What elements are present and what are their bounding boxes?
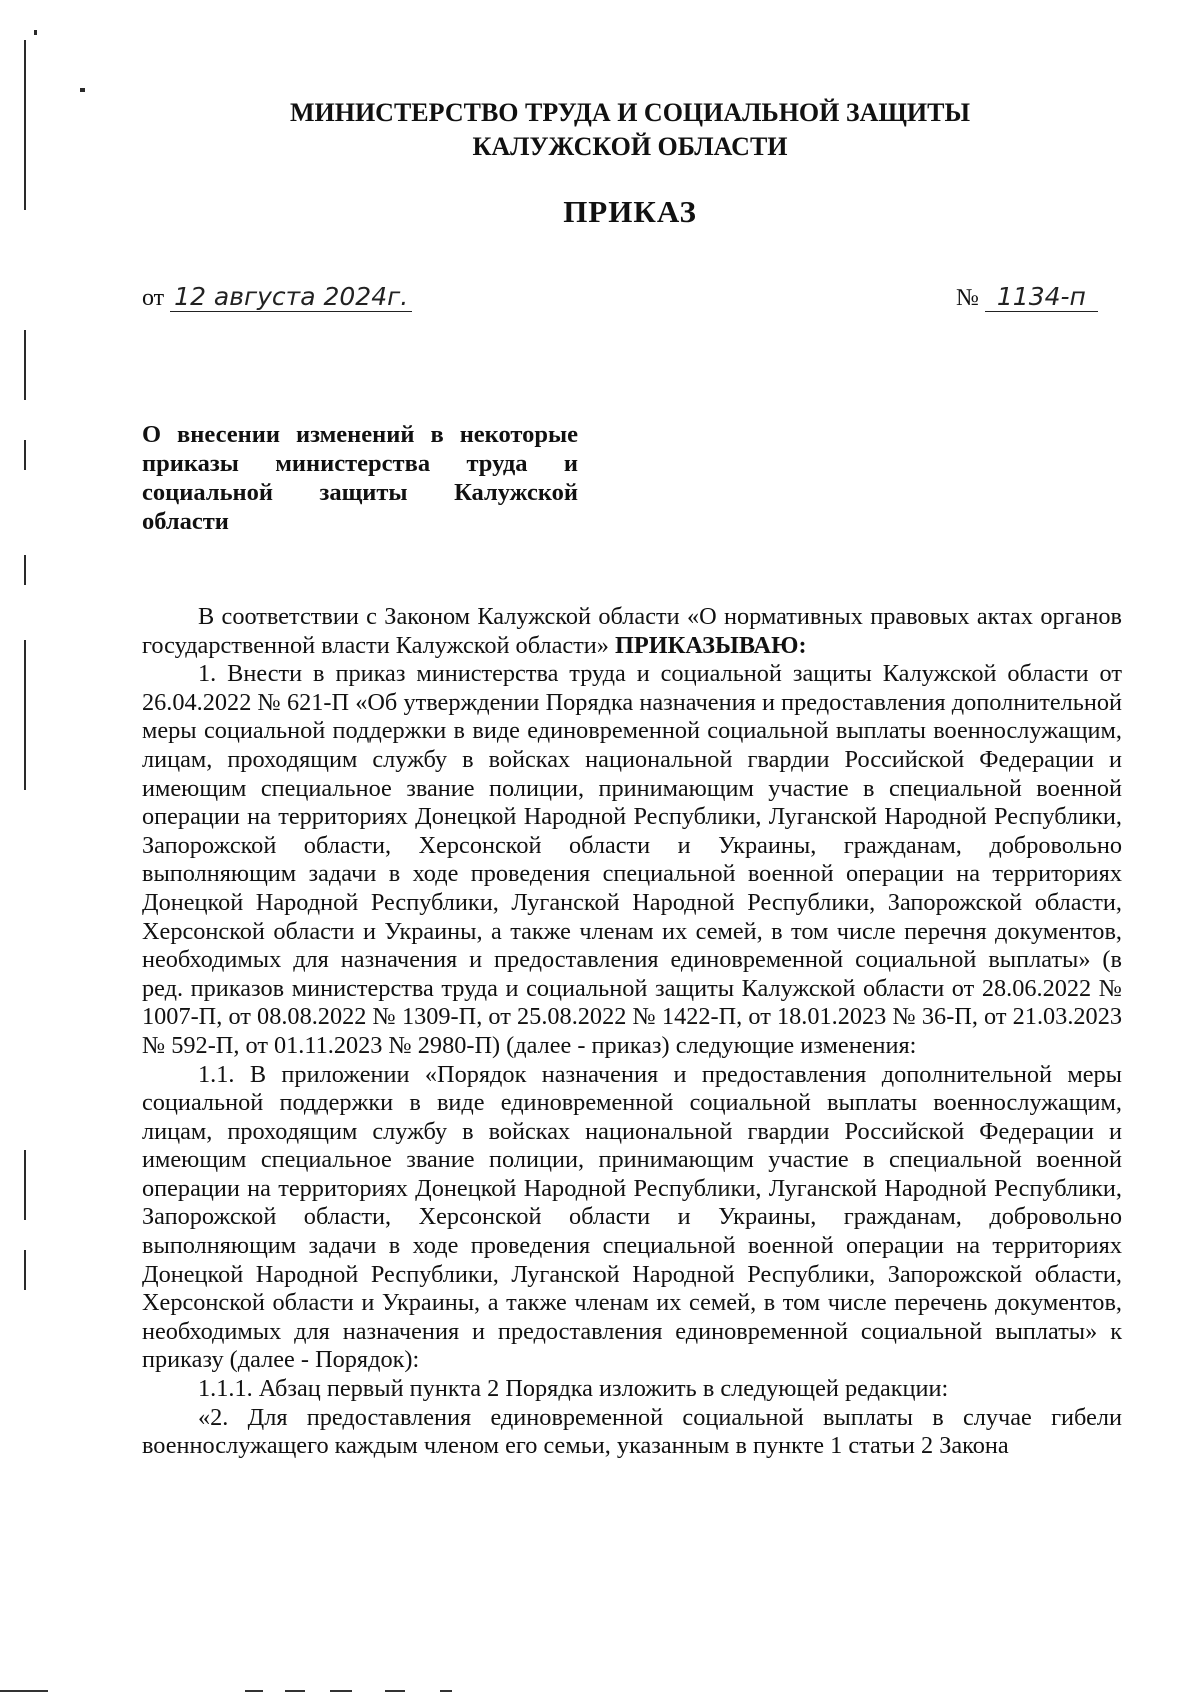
intro-text: В соответствии с Законом Калужской области «О нормативных правовых актах органов государственной власти Калужской области»	[142, 603, 1122, 659]
order-body	[142, 603, 1122, 1461]
scan-margin-line	[24, 1150, 26, 1220]
ministry-name-line1: МИНИСТЕРСТВО ТРУДА И СОЦИАЛЬНОЙ ЗАЩИТЫ	[289, 98, 971, 127]
scan-footer-dash	[285, 1690, 305, 1692]
document-date	[142, 282, 412, 312]
paragraph-1-1-1: 1.1.1. Абзац первый пункта 2 Порядка изложить в следующей редакции:	[198, 1375, 949, 1403]
scan-footer-dash	[330, 1690, 352, 1692]
date-prefix: от	[142, 285, 165, 311]
scan-footer-dash	[385, 1690, 405, 1692]
quoted-paragraph: «2. Для предоставления единовременной социальной выплаты в случае гибели военнослужащего каждым членом его семьи, указанным в пункте 1 статьи 2 Закона	[142, 1403, 1122, 1460]
paragraph-1: 1. Внести в приказ министерства труда и социальной защиты Калужской области от 26.04.2022 № 621-П «Об утверждении Порядка назначения и предоставления дополнительной меры социальной поддержки в виде единовременной социальной выплаты военнослужащим, лицам, проходящим службу в войсках национальной гвардии Российской Федерации и имеющим специальное звание полиции, принимающим участие в специальной военной операции на территориях Донецкой Народной Республики, Луганской Народной Республики, Запорожской области, Херсонской области и Украины, гражданам, добровольно выполняющим задачи в ходе проведения специальной военной операции на территориях Донецкой Народной Республики, Луганской Народной Республики, Запорожской области, Херсонской области и Украины, а также членам их семей, в том числе перечня документов, необходимых для назначения и предоставления единовременной социальной выплаты» (в ред. приказов министерства труда и социальной защиты Калужской области от 28.06.2022 № 1007-П, от 08.08.2022 № 1309-П, от 25.08.2022 № 1422-П, от 18.01.2023 № 36-П, от 21.03.2023 № 592-П, от 01.11.2023 № 2980-П) (далее - приказ) следующие изменения:	[142, 660, 1122, 1059]
intro-paragraph	[142, 603, 1122, 660]
scan-mark	[80, 88, 85, 92]
scan-margin-line	[24, 555, 26, 585]
scan-mark	[34, 30, 37, 35]
scan-margin-line	[24, 1250, 26, 1290]
paragraph-1-1: 1.1. В приложении «Порядок назначения и предоставления дополнительной меры социальной поддержки в виде единовременной социальной выплаты военнослужащим, лицам, проходящим службу в войсках национальной гвардии Российской Федерации и имеющим специальное звание полиции, принимающим участие в специальной военной операции на территориях Донецкой Народной Республики, Луганской Народной Республики, Запорожской области, Херсонской области и Украины, гражданам, добровольно выполняющим задачи в ходе проведения специальной военной операции на территориях Донецкой Народной Республики, Луганской Народной Республики, Запорожской области, Херсонской области и Украины, а также членам их семей, в том числе перечень документов, необходимых для назначения и предоставления единовременной социальной выплаты» к приказу (далее - Порядок):	[142, 1060, 1122, 1374]
handwritten-number: 1134-п	[985, 282, 1098, 312]
ministry-name-line2: КАЛУЖСКОЙ ОБЛАСТИ	[472, 132, 788, 161]
scan-margin-line	[24, 640, 26, 790]
ministry-header	[0, 96, 1200, 164]
document-type-title: ПРИКАЗ	[563, 194, 697, 229]
order-subject: О внесении изменений в некоторые приказы министерства труда и социальной защиты Калужской области	[142, 421, 578, 535]
document-number	[956, 282, 1098, 312]
number-prefix: №	[956, 285, 979, 311]
scan-footer-dash	[0, 1690, 48, 1692]
scan-footer-dash	[440, 1690, 452, 1692]
handwritten-date: 12 августа 2024г.	[170, 282, 412, 312]
scan-margin-line	[24, 440, 26, 470]
order-directive: ПРИКАЗЫВАЮ:	[614, 631, 807, 659]
scan-margin-line	[24, 330, 26, 400]
scan-footer-dash	[245, 1690, 263, 1692]
